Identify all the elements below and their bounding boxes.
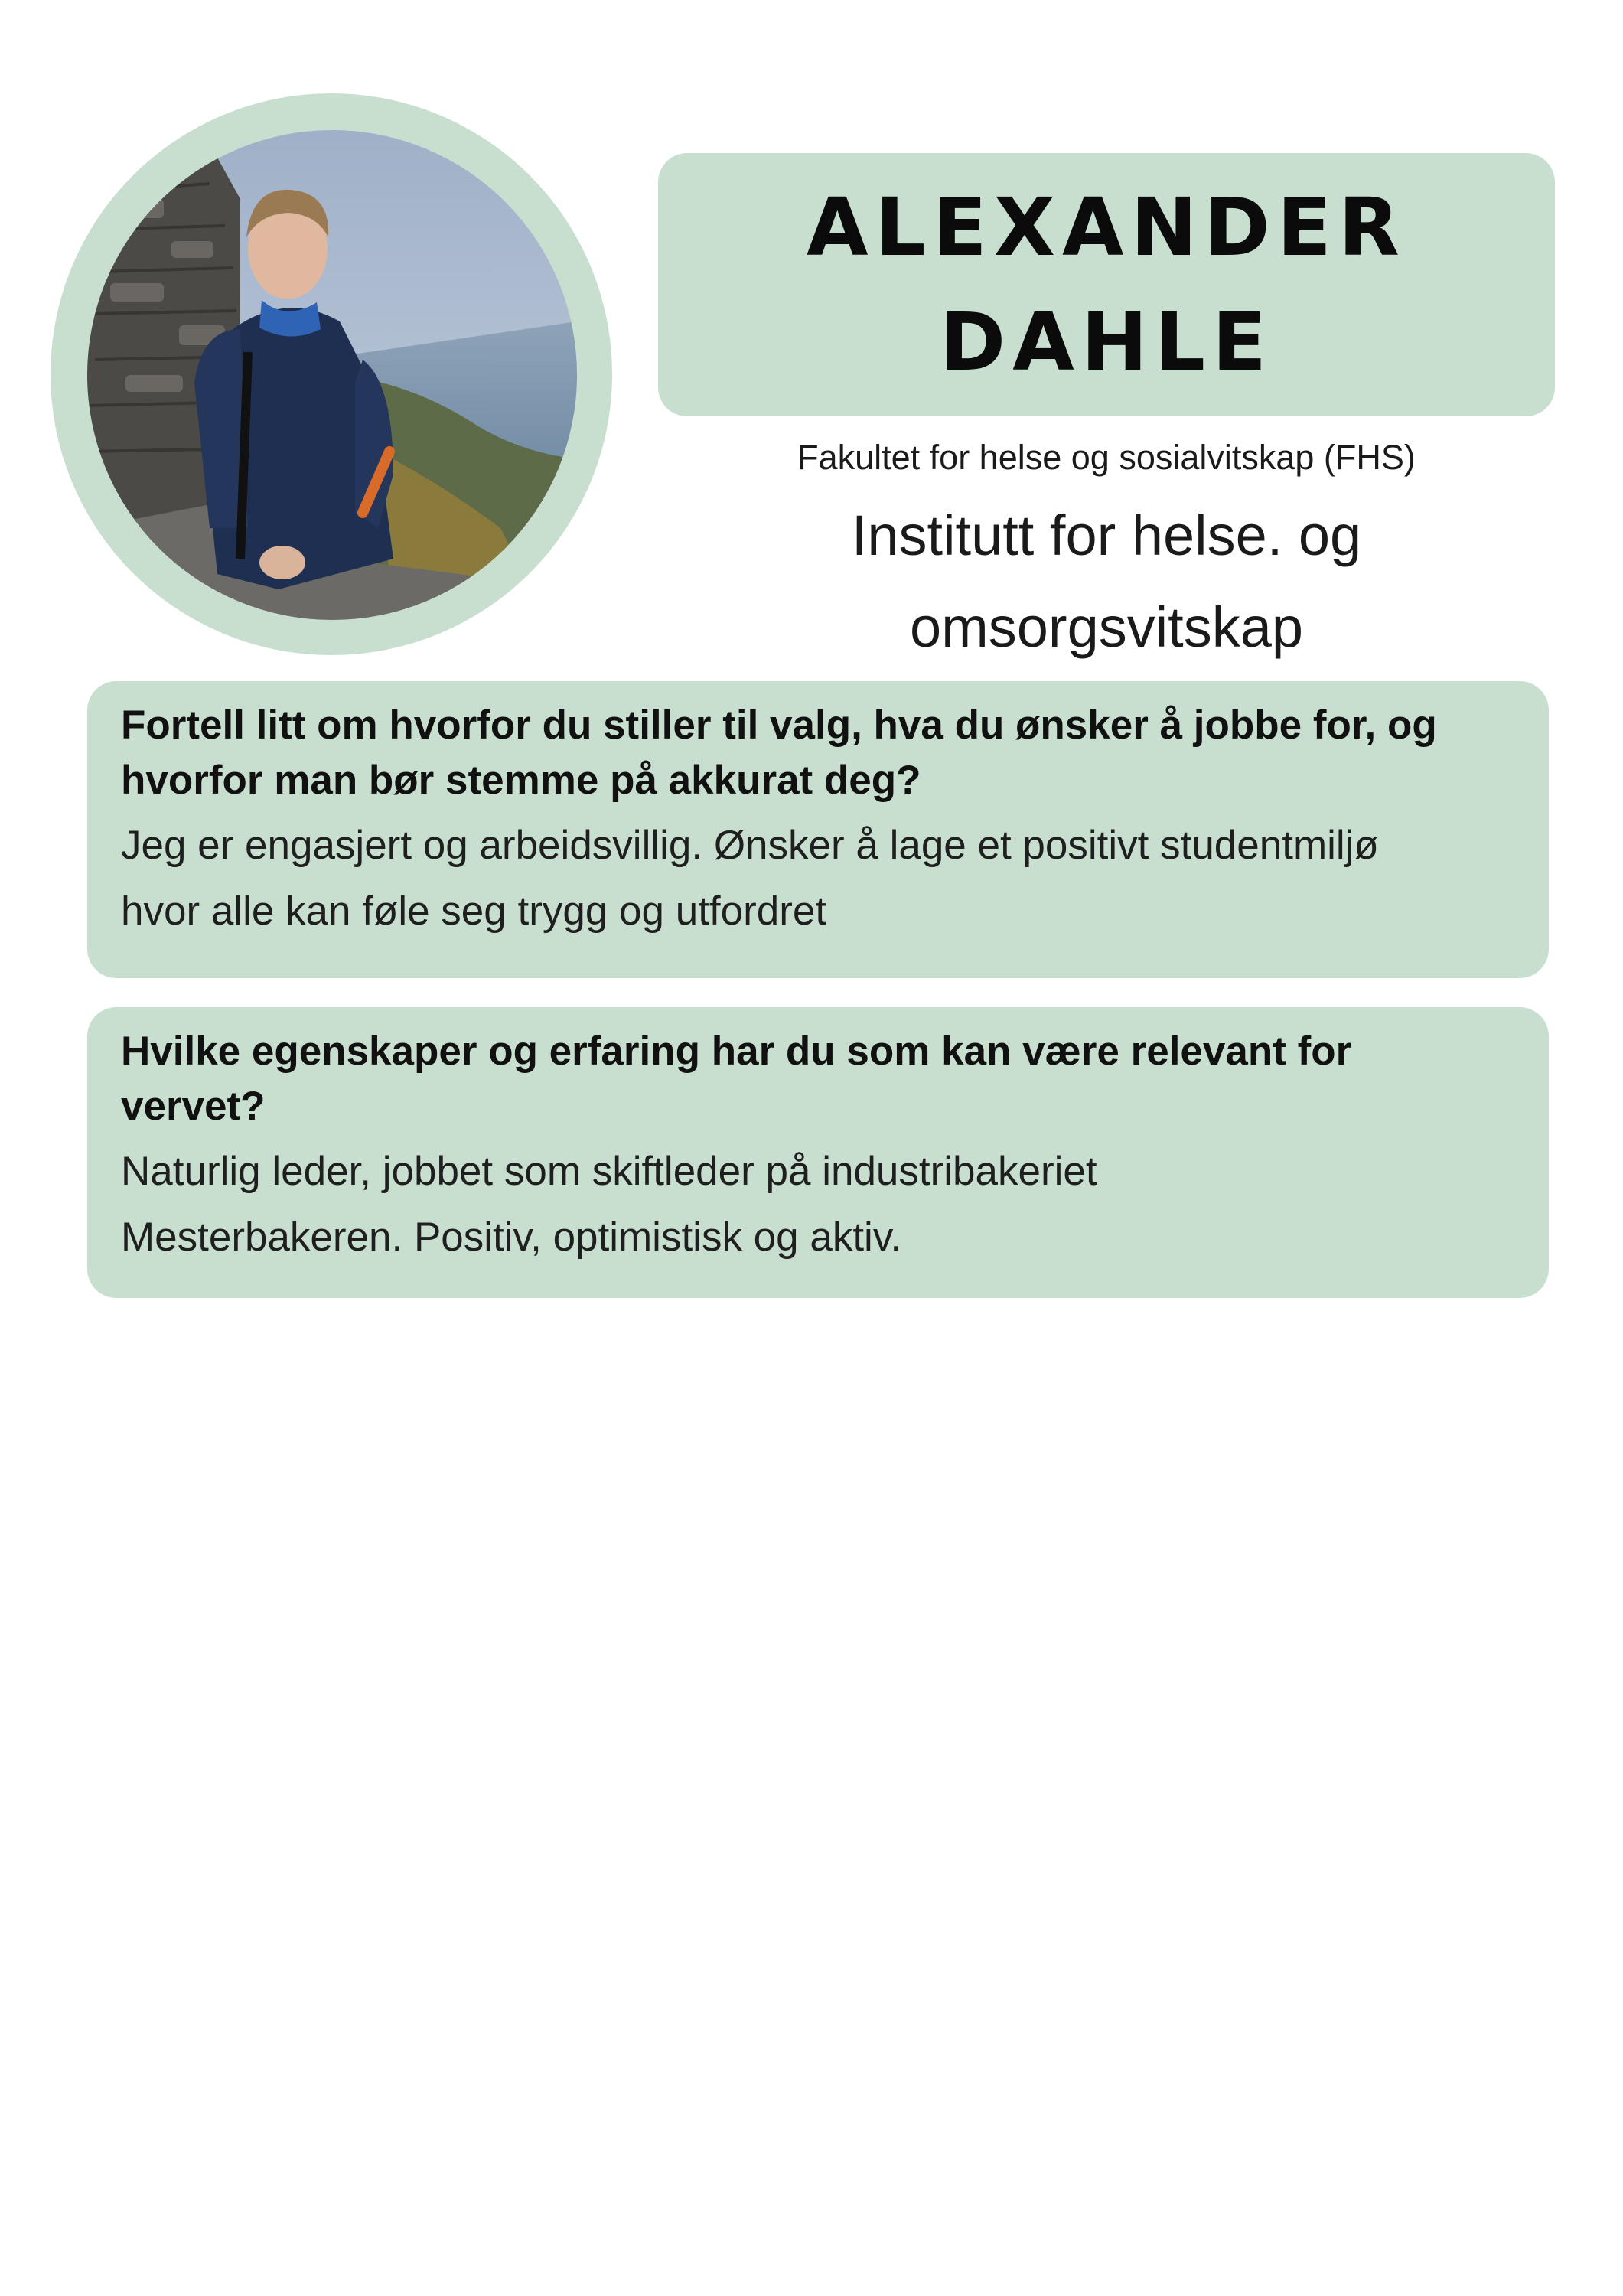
question-line-2: hvorfor man bør stemme på akkurat deg? — [121, 758, 921, 803]
institute-label — [658, 490, 1555, 673]
question-text — [121, 698, 1515, 808]
question-line-2: vervet? — [121, 1084, 266, 1129]
answer-line-1: Naturlig leder, jobbet som skiftleder på industribakeriet — [121, 1149, 1097, 1194]
candidate-name-box — [658, 153, 1555, 416]
question-card-experience — [87, 1007, 1549, 1298]
candidate-photo — [87, 130, 577, 620]
question-line-1: Hvilke egenskaper og erfaring har du som kan være relevant for — [121, 1029, 1352, 1074]
institute-line-1: Institutt for helse. og — [851, 504, 1362, 567]
faculty-label: Fakultet for helse og sosialvitskap (FHS) — [797, 438, 1416, 477]
answer-line-2: hvor alle kan føle seg trygg og utfordret — [121, 889, 827, 934]
candidate-first-name: ALEXANDER — [807, 181, 1406, 274]
answer-line-1: Jeg er engasjert og arbeidsvillig. Ønsker å lage et positivt studentmiljø — [121, 823, 1379, 868]
candidate-last-name: DAHLE — [939, 295, 1274, 389]
question-line-1: Fortell litt om hvorfor du stiller til valg, hva du ønsker å jobbe for, og — [121, 703, 1437, 748]
question-text — [121, 1024, 1515, 1134]
answer-text — [121, 813, 1515, 944]
answer-text — [121, 1139, 1515, 1270]
question-card-motivation — [87, 681, 1549, 978]
candidate-photo-image — [87, 130, 577, 620]
institute-line-2: omsorgsvitskap — [909, 595, 1304, 659]
answer-line-2: Mesterbakeren. Positiv, optimistisk og aktiv. — [121, 1215, 902, 1260]
